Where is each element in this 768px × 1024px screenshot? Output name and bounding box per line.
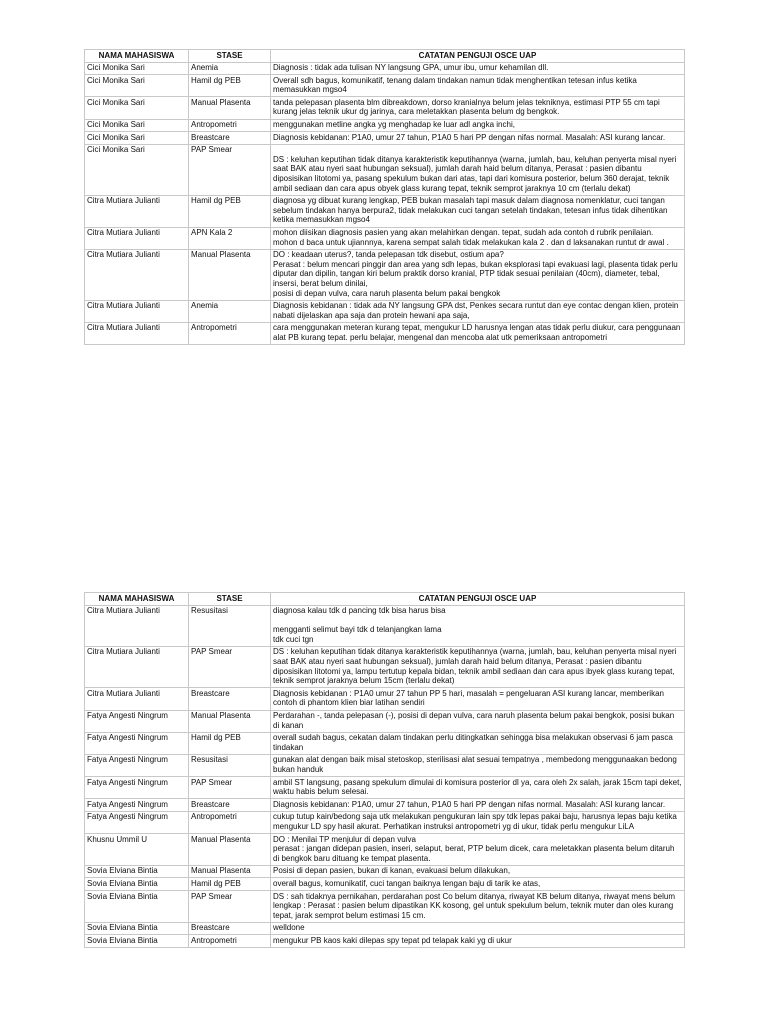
stase-cell: Breastcare [189,922,271,935]
student-name-cell: Citra Mutiara Julianti [85,605,189,646]
examiner-note-cell: gunakan alat dengan baik misal stetoskop, sterilisasi alat sesuai tempatnya , membedong menggunaakan bedong bukan handuk [271,754,685,776]
stase-cell: Manual Plasenta [189,710,271,732]
header-stase: STASE [189,593,271,606]
stase-cell: Antropometri [189,119,271,132]
examiner-note-cell: DS : keluhan keputihan tidak ditanya karakteristik keputihannya (warna, jumlah, bau, keluhan penyerta misal nyeri saat BAK atau nyeri saat hubungan seksual), jumlah darah haid belum ditanya, Perasat : pasien dibantu diposisikan litotomi ya, pasang spekulum bukan dari atas, tapi dari komisura posterior, belum 360 derajat, teknik ambil sediaan dan cara apus obyek glass kurang tepat, teknik semprot jaraknya 10 cm (terlalu dekat) [271,144,685,195]
stase-cell: PAP Smear [189,891,271,923]
examiner-note-cell: Diagnosis kebidanan: P1A0, umur 27 tahun, P1A0 5 hari PP dengan nifas normal. Masalah: ASI kurang lancar. [271,132,685,145]
stase-cell: Antropometri [189,811,271,833]
student-name-cell: Fatya Angesti Ningrum [85,811,189,833]
table-body [85,605,685,947]
student-name-cell: Khusnu Ummil U [85,834,189,866]
table-row [85,75,685,97]
student-name-cell: Cici Monika Sari [85,75,189,97]
stase-cell: Manual Plasenta [189,865,271,878]
table-row [85,144,685,195]
student-name-cell: Cici Monika Sari [85,132,189,145]
student-name-cell: Fatya Angesti Ningrum [85,732,189,754]
examiner-note-cell: Diagnosis kebidanan: P1A0, umur 27 tahun, P1A0 5 hari PP dengan nifas normal. Masalah: ASI kurang lancar. [271,799,685,812]
table-row [85,97,685,119]
header-catatan-penguji: CATATAN PENGUJI OSCE UAP [271,593,685,606]
table-row [85,922,685,935]
stase-cell: Breastcare [189,799,271,812]
stase-cell: Hamil dg PEB [189,195,271,227]
table-header-row [85,50,685,63]
student-name-cell: Cici Monika Sari [85,119,189,132]
table-row [85,777,685,799]
table-row [85,249,685,300]
table-row [85,891,685,923]
table-row [85,865,685,878]
stase-cell: Hamil dg PEB [189,75,271,97]
stase-cell: Breastcare [189,688,271,710]
table-row [85,799,685,812]
table-row [85,195,685,227]
examiner-note-cell: Diagnosis kebidanan : tidak ada NY langsung GPA dst, Penkes secara runtut dan eye contac dengan klien, protein nabati dijelaskan apa saja dan protein hewani apa saja, [271,300,685,322]
stase-cell: Manual Plasenta [189,249,271,300]
examiner-note-cell: cukup tutup kain/bedong saja utk melakukan pengukuran lain spy tdk lepas pakai baju, harusnya lepas baju ketika mengukur LD spy hasil akurat. Perhatikan instruksi antropometri yg di ukur, tidak perlu mengukur LiLA [271,811,685,833]
table-row [85,62,685,75]
student-name-cell: Citra Mutiara Julianti [85,322,189,344]
student-name-cell: Citra Mutiara Julianti [85,249,189,300]
stase-cell: Anemia [189,62,271,75]
table-row [85,754,685,776]
table-row [85,227,685,249]
table-row [85,710,685,732]
examiner-note-cell: Posisi di depan pasien, bukan di kanan, evakuasi belum dilakukan, [271,865,685,878]
student-name-cell: Citra Mutiara Julianti [85,646,189,687]
stase-cell: Manual Plasenta [189,834,271,866]
table-row [85,688,685,710]
student-name-cell: Citra Mutiara Julianti [85,195,189,227]
table-row [85,300,685,322]
table-row [85,322,685,344]
student-name-cell: Sovia Elviana Bintia [85,878,189,891]
table-row [85,878,685,891]
stase-cell: Resusitasi [189,754,271,776]
table-row [85,811,685,833]
header-stase: STASE [189,50,271,63]
stase-cell: PAP Smear [189,777,271,799]
osce-notes-table-2 [84,592,685,948]
student-name-cell: Citra Mutiara Julianti [85,300,189,322]
student-name-cell: Citra Mutiara Julianti [85,688,189,710]
stase-cell: APN Kala 2 [189,227,271,249]
examiner-note-cell: diagnosa yg dibuat kurang lengkap, PEB bukan masalah tapi masuk dalam diagnosa nomenklatur, cuci tangan sebelum tindakan hanya berpura2, tidak melakukan cuci tangan setelah tindakan, tetesan infus tidak dihentikan ketika memasukkan mgso4 [271,195,685,227]
stase-cell: PAP Smear [189,144,271,195]
student-name-cell: Sovia Elviana Bintia [85,865,189,878]
examiner-note-cell: DO : Menilai TP menjulur di depan vulva perasat : jangan didepan pasien, inseri, selaput, berat, PTP belum dicek, cara meletakkan plasenta belum ditaruh di bengkok baru dituang ke tempat plasenta. [271,834,685,866]
stase-cell: PAP Smear [189,646,271,687]
student-name-cell: Sovia Elviana Bintia [85,935,189,948]
header-catatan-penguji: CATATAN PENGUJI OSCE UAP [271,50,685,63]
examiner-note-cell: Diagnosis : tidak ada tulisan NY langsung GPA, umur ibu, umur kehamilan dll. [271,62,685,75]
examiner-note-cell: overall bagus, komunikatif, cuci tangan baiknya lengan baju di tarik ke atas, [271,878,685,891]
examiner-note-cell: Overall sdh bagus, komunikatif, tenang dalam tindakan namun tidak menghentikan tetesan infus ketika memasukkan mgso4 [271,75,685,97]
student-name-cell: Sovia Elviana Bintia [85,922,189,935]
student-name-cell: Cici Monika Sari [85,97,189,119]
header-nama-mahasiswa: NAMA MAHASISWA [85,50,189,63]
student-name-cell: Fatya Angesti Ningrum [85,754,189,776]
examiner-note-cell: ambil ST langsung, pasang spekulum dimulai di komisura posterior dl ya, cara oleh 2x salah, jarak 15cm tapi deket, waktu habis belum selesai. [271,777,685,799]
table-row [85,132,685,145]
table-row [85,119,685,132]
student-name-cell: Fatya Angesti Ningrum [85,799,189,812]
table-body [85,62,685,344]
table-row [85,935,685,948]
table-row [85,605,685,646]
examiner-note-cell: DS : keluhan keputihan tidak ditanya karakteristik keputihannya (warna, jumlah, bau, keluhan penyerta misal nyeri saat BAK atau nyeri saat hubungan seksual), jumlah darah haid belum ditanya, Perasat : pasien dibantu diposisikan litotomi ya, lampu tertutup kepala bidan, teknik ambil sediaan dan cara apus ibyek glass kurang tepat, teknik semprot jaraknya belum 15cm (terlalu dekat) [271,646,685,687]
examiner-note-cell: DO : keadaan uterus?, tanda pelepasan tdk disebut, ostium apa? Perasat : belum mencari pinggir dan area yang sdh lepas, bukan eksplorasi tapi evakuasi lagi, plasenta tidak perlu diputar dan dipilin, tangan kiri belum praktik dorso kranial, PTP tidak sesuai penilaian (40cm), diameter, tebal, insersi, berat belum dinilai, posisi di depan vulva, cara naruh plasenta belum pakai bengkok [271,249,685,300]
table-row [85,646,685,687]
student-name-cell: Fatya Angesti Ningrum [85,777,189,799]
examiner-note-cell: menggunakan metline angka yg menghadap ke luar adl angka inchi, [271,119,685,132]
examiner-note-cell: mengukur PB kaos kaki dilepas spy tepat pd telapak kaki yg di ukur [271,935,685,948]
examiner-note-cell: Diagnosis kebidanan : P1A0 umur 27 tahun PP 5 hari, masalah = pengeluaran ASI kurang lancar, memberikan contoh di phantom klien biar latihan sendiri [271,688,685,710]
examiner-note-cell: Perdarahan -, tanda pelepasan (-), posisi di depan vulva, cara naruh plasenta belum pakai bengkok, posisi bukan di kanan [271,710,685,732]
examiner-note-cell: DS : sah tidaknya pernikahan, perdarahan post Co belum ditanya, riwayat KB belum ditanya, riwayat mens belum lengkap : Perasat : pasien belum dipastikan KK kosong, gel untuk spekulum belum, teknik muter dan oles kurang tepat, jarak semprot belum estimasi 15 cm. [271,891,685,923]
stase-cell: Resusitasi [189,605,271,646]
osce-notes-table-1 [84,49,685,345]
examiner-note-cell: overall sudah bagus, cekatan dalam tindakan perlu ditingkatkan sehingga bisa melakukan observasi 6 jam pasca tindakan [271,732,685,754]
stase-cell: Breastcare [189,132,271,145]
student-name-cell: Sovia Elviana Bintia [85,891,189,923]
stase-cell: Antropometri [189,935,271,948]
stase-cell: Hamil dg PEB [189,878,271,891]
student-name-cell: Cici Monika Sari [85,62,189,75]
stase-cell: Hamil dg PEB [189,732,271,754]
student-name-cell: Cici Monika Sari [85,144,189,195]
examiner-note-cell: welldone [271,922,685,935]
examiner-note-cell: mohon diisikan diagnosis pasien yang akan melahirkan dengan. tepat, sudah ada contoh d rubrik penilaian. mohon d baca untuk ujiannnya, karena sempat salah tidak melakukan kala 2 . dan d laksanakan runtut dr awal . [271,227,685,249]
stase-cell: Manual Plasenta [189,97,271,119]
header-nama-mahasiswa: NAMA MAHASISWA [85,593,189,606]
student-name-cell: Citra Mutiara Julianti [85,227,189,249]
examiner-note-cell: tanda pelepasan plasenta blm dibreakdown, dorso kranialnya belum jelas tekniknya, estimasi PTP 55 cm tapi kurang jelas teknik ukur dg jarinya, cara meletakkan plasenta belum dg bengkok. [271,97,685,119]
table-header-row [85,593,685,606]
stase-cell: Antropometri [189,322,271,344]
table-row [85,732,685,754]
student-name-cell: Fatya Angesti Ningrum [85,710,189,732]
examiner-note-cell: diagnosa kalau tdk d pancing tdk bisa harus bisa mengganti selimut bayi tdk d telanjangkan lama tdk cuci tgn [271,605,685,646]
examiner-note-cell: cara menggunakan meteran kurang tepat, mengukur LD harusnya lengan atas tidak perlu diukur, cara penggunaan alat PB kurang tepat. perlu belajar, mengenal dan mencoba alat utk pemeriksaan antropometri [271,322,685,344]
stase-cell: Anemia [189,300,271,322]
table-row [85,834,685,866]
